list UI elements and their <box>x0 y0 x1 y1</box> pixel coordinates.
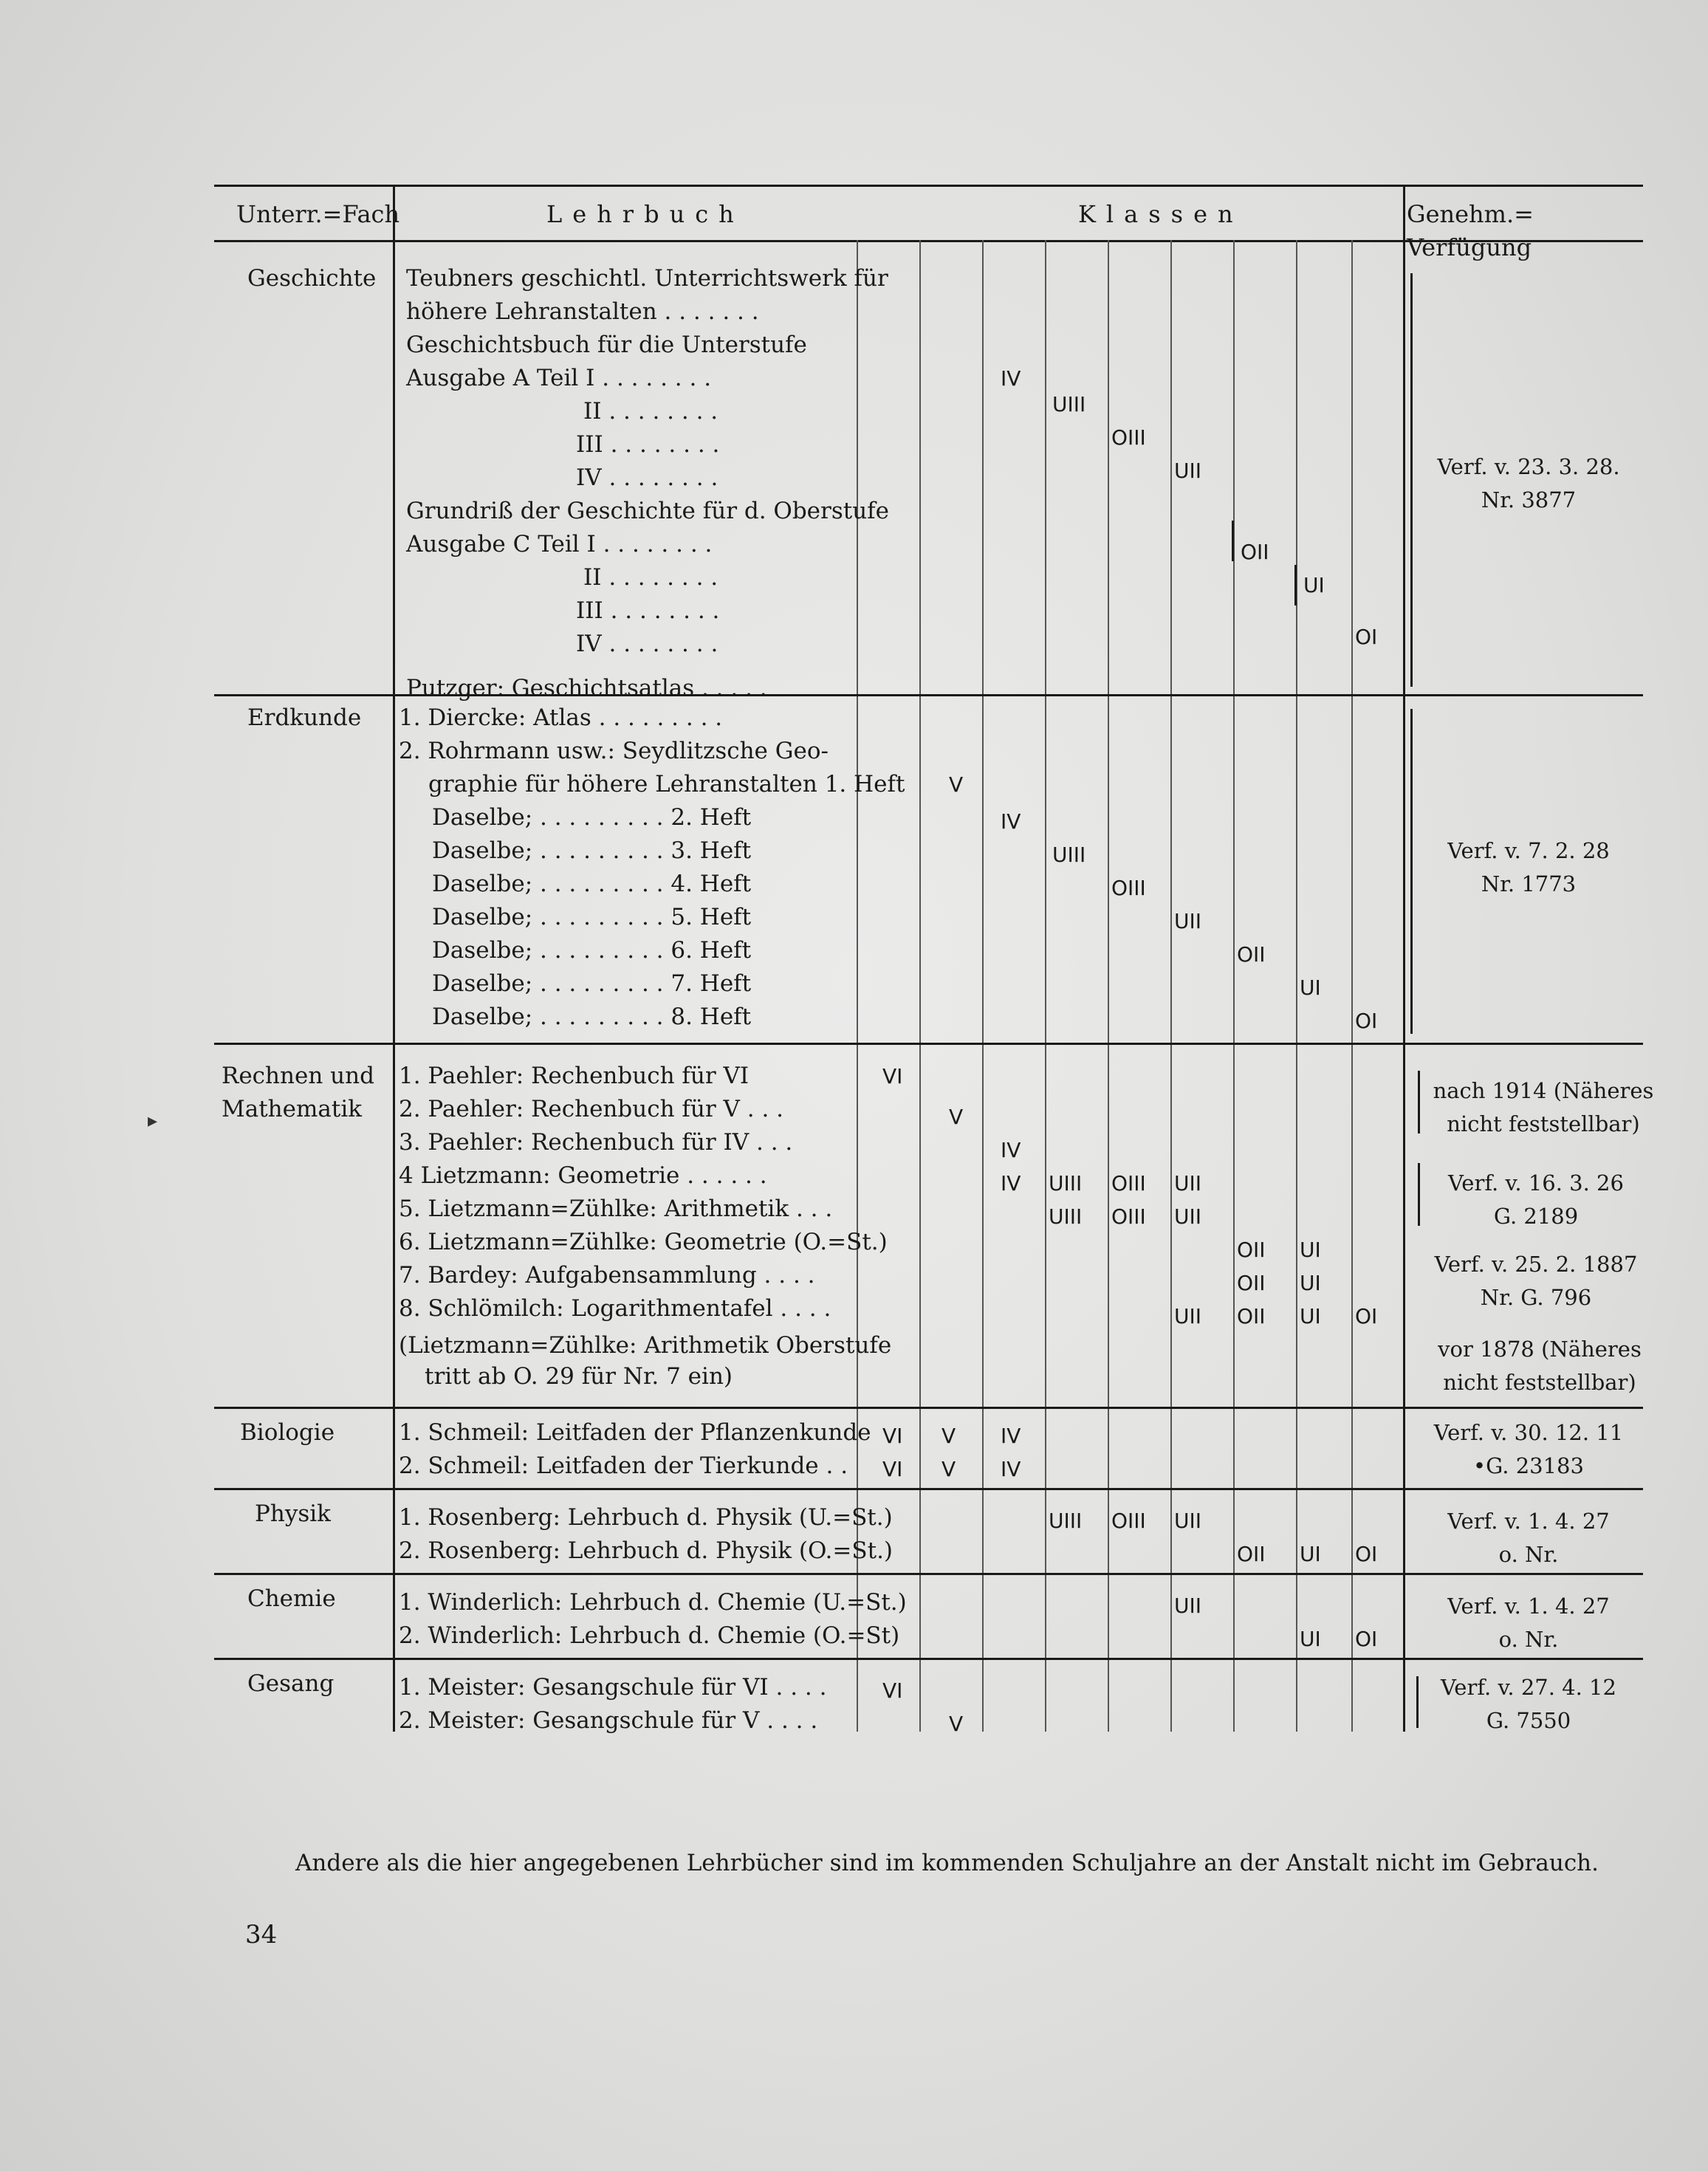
book-line: II . . . . . . . . <box>583 564 718 591</box>
book-line: III . . . . . . . . <box>576 431 720 458</box>
class-entry: UII <box>1174 1171 1202 1196</box>
subject-label: Geschichte <box>247 265 377 292</box>
book-line: Daselbe; . . . . . . . . . 5. Heft <box>432 904 752 930</box>
book-line: 2. Rosenberg: Lehrbuch d. Physik (O.=St.) <box>399 1537 894 1564</box>
book-line: graphie für höhere Lehranstalten 1. Heft <box>428 771 905 798</box>
book-line: 7. Bardey: Aufgabensammlung . . . . <box>399 1262 815 1289</box>
book-line: Daselbe; . . . . . . . . . 6. Heft <box>432 937 752 964</box>
subject-label: Biologie <box>240 1419 335 1446</box>
book-line: 1. Rosenberg: Lehrbuch d. Physik (U.=St.) <box>399 1504 893 1531</box>
class-entry: V <box>949 1712 964 1736</box>
book-line: Daselbe; . . . . . . . . . 7. Heft <box>432 970 752 997</box>
book-line: 2. Meister: Gesangschule für V . . . . <box>399 1707 818 1734</box>
class-entry: OII <box>1237 1542 1266 1566</box>
approval-text: Verf. v. 7. 2. 28 <box>1447 838 1610 863</box>
class-entry: OIII <box>1111 1204 1146 1229</box>
class-entry: OII <box>1241 540 1269 564</box>
class-entry: IV <box>1001 1138 1021 1162</box>
book-line: IV . . . . . . . . <box>576 464 718 491</box>
subject-label: Physik <box>255 1501 331 1527</box>
book-line: Ausgabe A Teil I . . . . . . . . <box>406 365 712 391</box>
class-entry: VI <box>882 1424 903 1448</box>
book-line: 3. Paehler: Rechenbuch für IV . . . <box>399 1129 793 1156</box>
subject-label: Chemie <box>247 1585 336 1612</box>
class-entry: UI <box>1300 975 1321 1000</box>
book-line: III . . . . . . . . <box>576 597 720 624</box>
book-line: Grundriß der Geschichte für d. Oberstufe <box>406 498 889 524</box>
class-entry: UI <box>1300 1627 1321 1651</box>
book-line: Geschichtsbuch für die Unterstufe <box>406 332 807 358</box>
bracket-mark <box>1232 521 1234 561</box>
class-entry: UI <box>1303 573 1325 597</box>
class-entry: IV <box>1001 366 1021 391</box>
approval-text: Verf. v. 25. 2. 1887 <box>1434 1252 1638 1277</box>
subject-label: Mathematik <box>222 1096 363 1122</box>
class-entry: IV <box>1001 1424 1021 1448</box>
class-entry: UI <box>1300 1271 1321 1295</box>
book-line: Daselbe; . . . . . . . . . 2. Heft <box>432 804 752 831</box>
subject-label: Erdkunde <box>247 704 362 731</box>
class-entry: OIII <box>1111 425 1146 450</box>
book-line: 2. Winderlich: Lehrbuch d. Chemie (O.=St) <box>399 1622 900 1649</box>
class-entry: UIII <box>1049 1204 1083 1229</box>
class-entry: IV <box>1001 1457 1021 1481</box>
class-entry: OIII <box>1111 1171 1146 1196</box>
approval-text: vor 1878 (Näheres <box>1438 1337 1642 1362</box>
book-line: 2. Rohrmann usw.: Seydlitzsche Geo- <box>399 738 829 764</box>
approval-text: Verf. v. 23. 3. 28. <box>1437 454 1620 479</box>
textbook-table <box>214 185 1654 1736</box>
approval-text: G. 2189 <box>1493 1204 1579 1229</box>
class-entry: VI <box>882 1678 903 1703</box>
approval-text: nach 1914 (Näheres <box>1433 1078 1654 1103</box>
book-line: 8. Schlömilch: Logarithmentafel . . . . <box>399 1295 831 1322</box>
book-line: 6. Lietzmann=Zühlke: Geometrie (O.=St.) <box>399 1229 888 1255</box>
approval-text: Verf. v. 1. 4. 27 <box>1447 1509 1610 1534</box>
approval-text: •G. 23183 <box>1473 1453 1584 1478</box>
book-line: (Lietzmann=Zühlke: Arithmetik Oberstufe <box>399 1332 892 1359</box>
approval-brace <box>1418 1071 1420 1133</box>
book-line: 4 Lietzmann: Geometrie . . . . . . <box>399 1162 767 1189</box>
class-entry: OI <box>1355 1627 1378 1651</box>
subject-label: Gesang <box>247 1670 335 1697</box>
header-approval: Genehm.= Verfügung <box>1407 200 1534 261</box>
class-entry: OII <box>1237 1238 1266 1262</box>
approval-text: Nr. 3877 <box>1481 487 1577 512</box>
header-classes: Klassen <box>1078 200 1244 228</box>
class-entry: V <box>949 772 964 797</box>
class-entry: V <box>942 1457 956 1481</box>
margin-arrow-icon: ▸ <box>148 1110 158 1132</box>
class-entry: OII <box>1237 942 1266 967</box>
book-line: 5. Lietzmann=Zühlke: Arithmetik . . . <box>399 1196 833 1222</box>
class-entry: UI <box>1300 1238 1321 1262</box>
subject-label: Rechnen und <box>222 1063 374 1089</box>
book-line: 2. Schmeil: Leitfaden der Tierkunde . . <box>399 1453 848 1479</box>
class-entry: UII <box>1174 1509 1202 1533</box>
book-line: höhere Lehranstalten . . . . . . . <box>406 298 759 325</box>
book-line: 1. Paehler: Rechenbuch für VI <box>399 1063 750 1089</box>
class-entry: OIII <box>1111 1509 1146 1533</box>
class-entry: IV <box>1001 809 1021 834</box>
approval-text: Verf. v. 16. 3. 26 <box>1448 1170 1624 1196</box>
class-entry: IV <box>1001 1171 1021 1196</box>
book-line: Daselbe; . . . . . . . . . 4. Heft <box>432 871 752 897</box>
class-entry: OI <box>1355 625 1378 649</box>
book-line: Ausgabe C Teil I . . . . . . . . <box>406 531 713 558</box>
book-line: Daselbe; . . . . . . . . . 8. Heft <box>432 1004 752 1030</box>
book-line: 1. Schmeil: Leitfaden der Pflanzenkunde <box>399 1419 871 1446</box>
class-entry: OI <box>1355 1009 1378 1033</box>
approval-text: o. Nr. <box>1498 1542 1559 1567</box>
class-entry: OII <box>1237 1304 1266 1328</box>
class-entry: UII <box>1174 459 1202 483</box>
class-entry: VI <box>882 1457 903 1481</box>
approval-text: G. 7550 <box>1486 1708 1571 1733</box>
footer-note: Andere als die hier angegebenen Lehrbücher sind im kommenden Schuljahre an der Anstalt nicht im Gebrauch. <box>295 1850 1599 1876</box>
bracket-mark <box>1294 565 1297 606</box>
approval-text: o. Nr. <box>1498 1627 1559 1652</box>
class-entry: UI <box>1300 1304 1321 1328</box>
header-book: Lehrbuch <box>546 200 744 228</box>
class-entry: UI <box>1300 1542 1321 1566</box>
book-line: II . . . . . . . . <box>583 398 718 425</box>
book-line: 1. Diercke: Atlas . . . . . . . . . <box>399 704 723 731</box>
approval-text: Nr. G. 796 <box>1480 1285 1592 1310</box>
page-number: 34 <box>245 1920 278 1949</box>
approval-text: Verf. v. 1. 4. 27 <box>1447 1594 1610 1619</box>
book-line: 2. Paehler: Rechenbuch für V . . . <box>399 1096 784 1122</box>
book-line: Putzger: Geschichtsatlas . . . . . <box>406 675 767 702</box>
approval-text: nicht feststellbar) <box>1447 1111 1640 1136</box>
class-entry: UII <box>1174 1304 1202 1328</box>
class-entry: OII <box>1237 1271 1266 1295</box>
class-entry: UII <box>1174 909 1202 933</box>
book-line: tritt ab O. 29 für Nr. 7 ein) <box>425 1363 733 1390</box>
book-line: 1. Meister: Gesangschule für VI . . . . <box>399 1674 827 1701</box>
book-line: Daselbe; . . . . . . . . . 3. Heft <box>432 837 752 864</box>
class-entry: OI <box>1355 1542 1378 1566</box>
class-entry: OIII <box>1111 876 1146 900</box>
approval-text: Verf. v. 27. 4. 12 <box>1441 1675 1616 1700</box>
approval-text: Nr. 1773 <box>1481 871 1577 896</box>
approval-text: Verf. v. 30. 12. 11 <box>1433 1420 1624 1445</box>
class-entry: VI <box>882 1064 903 1088</box>
class-entry: UII <box>1174 1594 1202 1618</box>
class-entry: V <box>942 1424 956 1448</box>
book-line: 1. Winderlich: Lehrbuch d. Chemie (U.=St.) <box>399 1589 907 1616</box>
class-entry: OI <box>1355 1304 1378 1328</box>
book-line: Teubners geschichtl. Unterrichtswerk für <box>406 265 888 292</box>
class-entry: UIII <box>1052 843 1086 867</box>
class-entry: UII <box>1174 1204 1202 1229</box>
class-entry: UIII <box>1052 392 1086 416</box>
class-entry: UIII <box>1049 1509 1083 1533</box>
approval-text: nicht feststellbar) <box>1443 1370 1636 1395</box>
class-entry: V <box>949 1105 964 1129</box>
class-entry: UIII <box>1049 1171 1083 1196</box>
header-subject: Unterr.=Fach <box>236 200 400 228</box>
book-line: IV . . . . . . . . <box>576 631 718 657</box>
